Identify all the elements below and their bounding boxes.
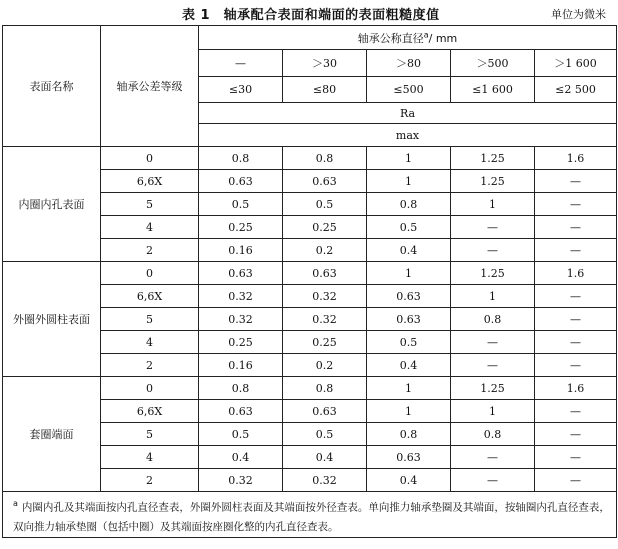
ra-value: 0.2: [283, 354, 367, 377]
ra-value: 1: [367, 170, 451, 193]
ra-value: 0.32: [283, 285, 367, 308]
ra-value: 0.63: [367, 285, 451, 308]
tolerance-grade: 6,6X: [101, 285, 199, 308]
tolerance-grade: 2: [101, 469, 199, 492]
table-title: 表 1 轴承配合表面和端面的表面粗糙度值: [182, 8, 440, 23]
ra-value: 1.6: [535, 147, 617, 170]
ra-value: 0.4: [199, 446, 283, 469]
upper-bound: ≤1 600: [451, 77, 535, 103]
ra-value: 0.63: [367, 308, 451, 331]
tolerance-grade: 2: [101, 239, 199, 262]
tolerance-grade: 0: [101, 147, 199, 170]
surface-name: 外圈外圆柱表面: [3, 262, 101, 377]
lower-bound: ＞30: [283, 50, 367, 77]
ra-value: 0.8: [283, 147, 367, 170]
ra-value: 0.63: [367, 446, 451, 469]
ra-value: —: [451, 469, 535, 492]
ra-value: 0.25: [199, 331, 283, 354]
lower-bound: ＞500: [451, 50, 535, 77]
diameter-unit: / mm: [428, 31, 458, 45]
ra-value: 0.8: [451, 423, 535, 446]
ra-value: —: [451, 446, 535, 469]
footnote-ref-mark: a: [423, 29, 429, 39]
tolerance-grade: 4: [101, 446, 199, 469]
ra-value: 0.8: [367, 193, 451, 216]
ra-value: 0.5: [283, 423, 367, 446]
ra-value: 1.6: [535, 377, 617, 400]
tolerance-grade: 0: [101, 262, 199, 285]
tolerance-grade: 5: [101, 423, 199, 446]
tolerance-grade: 0: [101, 377, 199, 400]
ra-value: 1.6: [535, 262, 617, 285]
ra-value: 1.25: [451, 170, 535, 193]
ra-value: 0.63: [199, 170, 283, 193]
tolerance-grade: 5: [101, 193, 199, 216]
ra-value: 0.5: [367, 216, 451, 239]
ra-value: 0.5: [199, 193, 283, 216]
ra-value: —: [451, 216, 535, 239]
ra-value: —: [535, 239, 617, 262]
ra-value: 0.32: [283, 469, 367, 492]
ra-value: 1: [451, 193, 535, 216]
ra-value: —: [535, 193, 617, 216]
ra-value: 0.32: [199, 308, 283, 331]
ra-value: 0.63: [283, 400, 367, 423]
ra-value: —: [535, 216, 617, 239]
surface-name: 内圈内孔表面: [3, 147, 101, 262]
ra-value: 0.25: [199, 216, 283, 239]
table-caption: [0, 0, 618, 24]
ra-value: 0.4: [283, 446, 367, 469]
ra-value: 0.25: [283, 331, 367, 354]
ra-value: 0.8: [451, 308, 535, 331]
lower-bound: —: [199, 50, 283, 77]
ra-value: 0.4: [367, 354, 451, 377]
ra-value: 0.5: [283, 193, 367, 216]
ra-value: 0.8: [199, 377, 283, 400]
ra-value: 0.63: [283, 170, 367, 193]
ra-value: 1: [367, 400, 451, 423]
ra-value: 0.8: [283, 377, 367, 400]
ra-value: 1: [367, 147, 451, 170]
ra-value: —: [451, 331, 535, 354]
ra-value: 0.5: [199, 423, 283, 446]
ra-value: 0.16: [199, 239, 283, 262]
roughness-table: [2, 25, 617, 538]
table-row: [3, 262, 617, 285]
footnote-mark: a: [13, 499, 18, 508]
ra-value: 1: [451, 400, 535, 423]
ra-value: 0.4: [367, 239, 451, 262]
ra-value: 0.8: [367, 423, 451, 446]
ra-value: 0.16: [199, 354, 283, 377]
surface-name-header: 表面名称: [3, 26, 101, 147]
ra-value: —: [535, 469, 617, 492]
table-row: [3, 147, 617, 170]
footnote-text: 内圈内孔及其端面按内孔直径查表，外圈外圆柱表面及其端面按外径查表。单向推力轴承垫圈及其端面，按轴圈内孔直径查表，双向推力轴承垫圈（包括中圈）及其端面按座圈化整的内孔直径查表。: [13, 501, 610, 533]
diameter-label: 轴承公称直径: [357, 31, 424, 45]
tolerance-grade: 4: [101, 331, 199, 354]
ra-value: —: [535, 285, 617, 308]
ra-value: —: [535, 423, 617, 446]
ra-value: 0.32: [199, 285, 283, 308]
upper-bound: ≤2 500: [535, 77, 617, 103]
tolerance-grade: 6,6X: [101, 400, 199, 423]
diameter-group-header: [199, 26, 617, 50]
ra-value: —: [535, 331, 617, 354]
ra-value: —: [451, 239, 535, 262]
ra-value: —: [535, 446, 617, 469]
ra-value: —: [535, 170, 617, 193]
ra-value: 0.32: [283, 308, 367, 331]
lower-bound: ＞80: [367, 50, 451, 77]
ra-value: 1: [367, 377, 451, 400]
upper-bound: ≤500: [367, 77, 451, 103]
tolerance-grade: 6,6X: [101, 170, 199, 193]
upper-bound: ≤30: [199, 77, 283, 103]
ra-value: 0.32: [199, 469, 283, 492]
ra-value: 1: [367, 262, 451, 285]
ra-value: 1.25: [451, 147, 535, 170]
header-row: [3, 26, 617, 50]
ra-value: 0.63: [199, 262, 283, 285]
ra-value: 1: [451, 285, 535, 308]
ra-value: 1.25: [451, 377, 535, 400]
ra-value: 0.8: [199, 147, 283, 170]
surface-name: 套圈端面: [3, 377, 101, 492]
unit-note: 单位为微米: [551, 8, 606, 21]
ra-value: —: [535, 354, 617, 377]
ra-value: 0.5: [367, 331, 451, 354]
footnote-row: [3, 492, 617, 538]
tolerance-grade: 4: [101, 216, 199, 239]
tolerance-grade: 5: [101, 308, 199, 331]
ra-value: 0.63: [283, 262, 367, 285]
ra-value: —: [535, 308, 617, 331]
upper-bound: ≤80: [283, 77, 367, 103]
ra-value: 0.4: [367, 469, 451, 492]
max-label: max: [199, 124, 617, 147]
ra-value: 0.2: [283, 239, 367, 262]
tolerance-grade-header: 轴承公差等级: [101, 26, 199, 147]
ra-value: —: [535, 400, 617, 423]
ra-value: 0.63: [199, 400, 283, 423]
ra-label: Ra: [199, 103, 617, 124]
table-row: [3, 377, 617, 400]
footnote: [3, 492, 617, 538]
tolerance-grade: 2: [101, 354, 199, 377]
lower-bound: ＞1 600: [535, 50, 617, 77]
ra-value: —: [451, 354, 535, 377]
ra-value: 1.25: [451, 262, 535, 285]
ra-value: 0.25: [283, 216, 367, 239]
